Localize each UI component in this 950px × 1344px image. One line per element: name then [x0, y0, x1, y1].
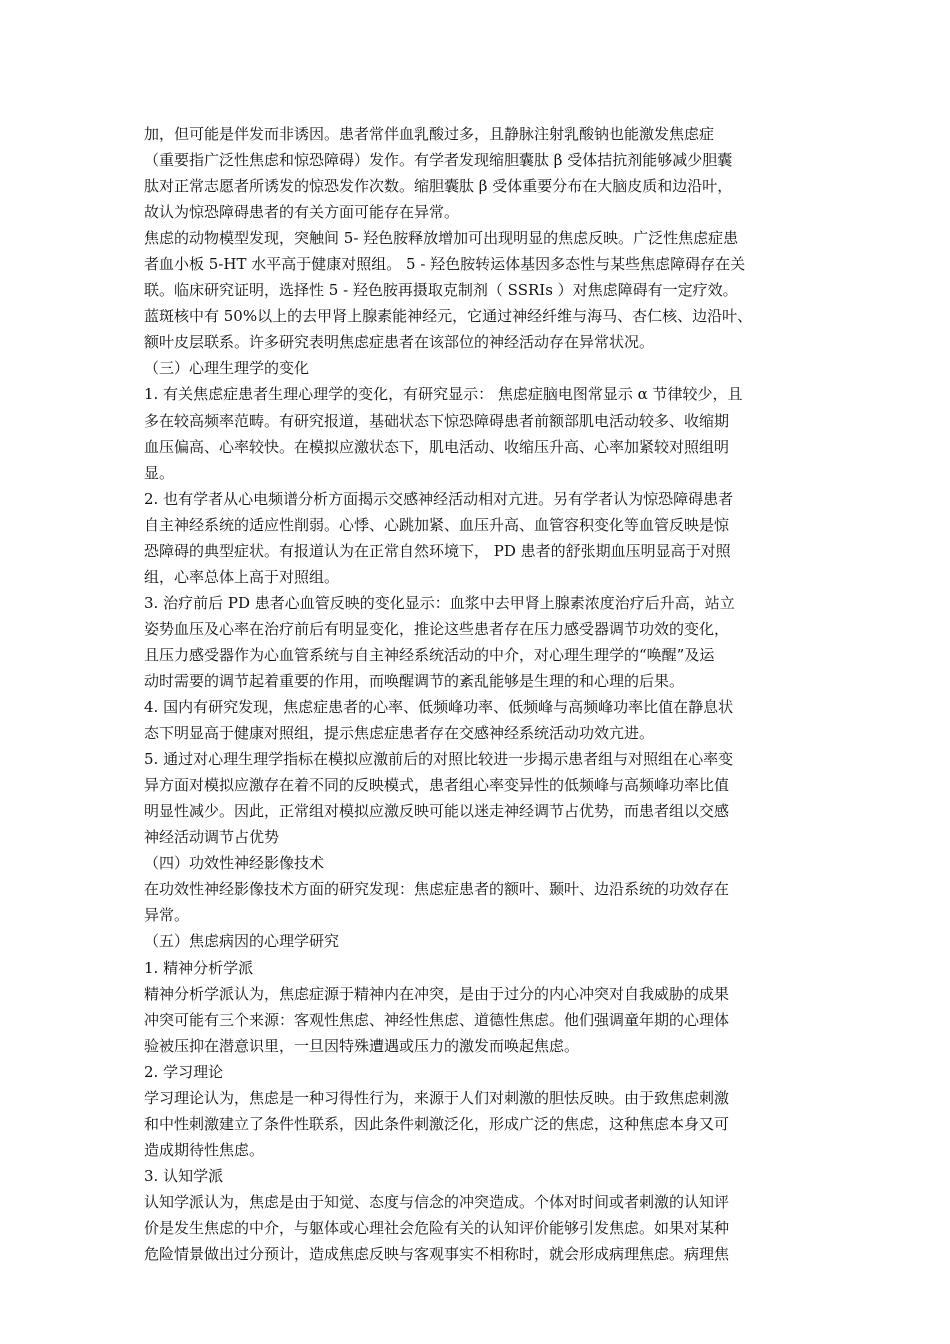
text-line: 恐障碍的典型症状。有报道认为在正常自然环境下， PD 患者的舒张期血压明显高于对照	[144, 541, 731, 560]
text-line: 3. 治疗前后 PD 患者心血管反映的变化显示：血浆中去甲肾上腺素浓度治疗后升高，站立	[144, 593, 735, 612]
text-line: 故认为惊恐障碍患者的有关方面可能存在异常。	[144, 203, 460, 222]
text-line: 焦虑的动物模型发现，突触间 5- 羟色胺释放增加可出现明显的焦虑反映。广泛性焦虑症患	[144, 229, 739, 248]
text-line: 造成期待性焦虑。	[144, 1140, 265, 1159]
text-line: 组，心率总体上高于对照组。	[144, 567, 340, 586]
text-line: 5. 通过对心理生理学指标在模拟应激前后的对照比较进一步揭示患者组与对照组在心率变	[144, 750, 734, 769]
text-line: 价是发生焦虑的中介，与躯体或心理社会危险有关的认知评价能够引发焦虑。如果对某种	[144, 1218, 730, 1237]
text-line: 血压偏高、心率较快。在模拟应激状态下，肌电活动、收缩压升高、心率加紧较对照组明	[144, 437, 730, 456]
text-line: 冲突可能有三个来源：客观性焦虑、神经性焦虑、道德性焦虑。他们强调童年期的心理体	[144, 1010, 730, 1029]
text-line: 神经活动调节占优势	[144, 828, 280, 847]
text-line: 精神分析学派认为，焦虑症源于精神内在冲突，是由于过分的内心冲突对自我威胁的成果	[144, 984, 730, 1003]
text-line: 和中性刺激建立了条件性联系，因此条件刺激泛化，形成广泛的焦虑，这种焦虑本身又可	[144, 1114, 730, 1133]
text-line: 多在较高频率范畴。有研究报道，基础状态下惊恐障碍患者前额部肌电活动较多、收缩期	[144, 411, 730, 430]
text-line: 验被压抑在潜意识里，一旦因特殊遭遇或压力的激发而唤起焦虑。	[144, 1036, 580, 1055]
text-line: 蓝斑核中有 50%以上的去甲肾上腺素能神经元，它通过神经纤维与海马、杏仁核、边沿叶、	[144, 307, 753, 326]
text-line: 认知学派认为，焦虑是由于知觉、态度与信念的冲突造成。个体对时间或者刺激的认知评	[144, 1192, 730, 1211]
text-line: （三）心理生理学的变化	[144, 359, 310, 378]
text-line: 在功效性神经影像技术方面的研究发现：焦虑症患者的额叶、颞叶、边沿系统的功效存在	[144, 880, 730, 899]
text-line: 联。临床研究证明，选择性 5 - 羟色胺再摄取克制剂（ SSRIs ）对焦虑障碍有一定疗效。	[144, 281, 738, 300]
text-line: 加，但可能是伴发而非诱因。患者常伴血乳酸过多，且静脉注射乳酸钠也能激发焦虑症	[144, 125, 715, 143]
text-line: 者血小板 5-HT 水平高于健康对照组。 5 - 羟色胺转运体基因多态性与某些焦虑障碍存在关	[144, 255, 746, 274]
text-line: 2. 也有学者从心电频谱分析方面揭示交感神经活动相对亢进。另有学者认为惊恐障碍患者	[144, 489, 734, 508]
text-line: 显。	[144, 463, 175, 482]
text-line: 额叶皮层联系。许多研究表明焦虑症患者在该部位的神经活动存在异常状况。	[144, 333, 655, 352]
text-line: 学习理论认为，焦虑是一种习得性行为，来源于人们对刺激的胆怯反映。由于致焦虑刺激	[144, 1088, 730, 1107]
text-line: 明显性减少。因此，正常组对模拟应激反映可能以迷走神经调节占优势，而患者组以交感	[144, 802, 730, 821]
text-line: 姿势血压及心率在治疗前后有明显变化，推论这些患者存在压力感受器调节功效的变化，	[144, 619, 730, 638]
text-line: 且压力感受器作为心血管系统与自主神经系统活动的中介，对心理生理学的“唤醒”及运	[144, 645, 715, 664]
text-line: （重要指广泛性焦虑和惊恐障碍）发作。有学者发现缩胆囊肽 β 受体拮抗剂能够减少胆囊	[144, 151, 733, 170]
text-line: 异常。	[144, 906, 190, 925]
text-line: 4. 国内有研究发现，焦虑症患者的心率、低频峰功率、低频峰与高频峰功率比值在静息状	[144, 698, 734, 717]
text-line: 1. 有关焦虑症患者生理心理学的变化，有研究显示： 焦虑症脑电图常显示 α 节律较少，且	[144, 385, 743, 404]
document-body	[144, 121, 814, 1267]
text-line: 3. 认知学派	[144, 1166, 224, 1185]
text-line: 2. 学习理论	[144, 1062, 224, 1081]
text-line: 危险情景做出过分预计，造成焦虑反映与客观事实不相称时，就会形成病理焦虑。病理焦	[144, 1245, 730, 1264]
text-line: 自主神经系统的适应性削弱。心悸、心跳加紧、血压升高、血管容积变化等血管反映是惊	[144, 515, 730, 534]
text-line: 态下明显高于健康对照组，提示焦虑症患者存在交感神经系统活动功效亢进。	[144, 724, 655, 743]
text-line: （四）功效性神经影像技术	[144, 854, 325, 873]
text-line: 动时需要的调节起着重要的作用，而唤醒调节的紊乱能够是生理的和心理的后果。	[144, 671, 685, 690]
text-line: 肽对正常志愿者所诱发的惊恐发作次数。缩胆囊肽 β 受体重要分布在大脑皮质和边沿叶，	[144, 177, 733, 196]
text-line: （五）焦虑病因的心理学研究	[144, 932, 340, 951]
text-line: 异方面对模拟应激存在着不同的反映模式，患者组心率变异性的低频峰与高频峰功率比值	[144, 776, 730, 795]
text-line: 1. 精神分析学派	[144, 958, 254, 977]
